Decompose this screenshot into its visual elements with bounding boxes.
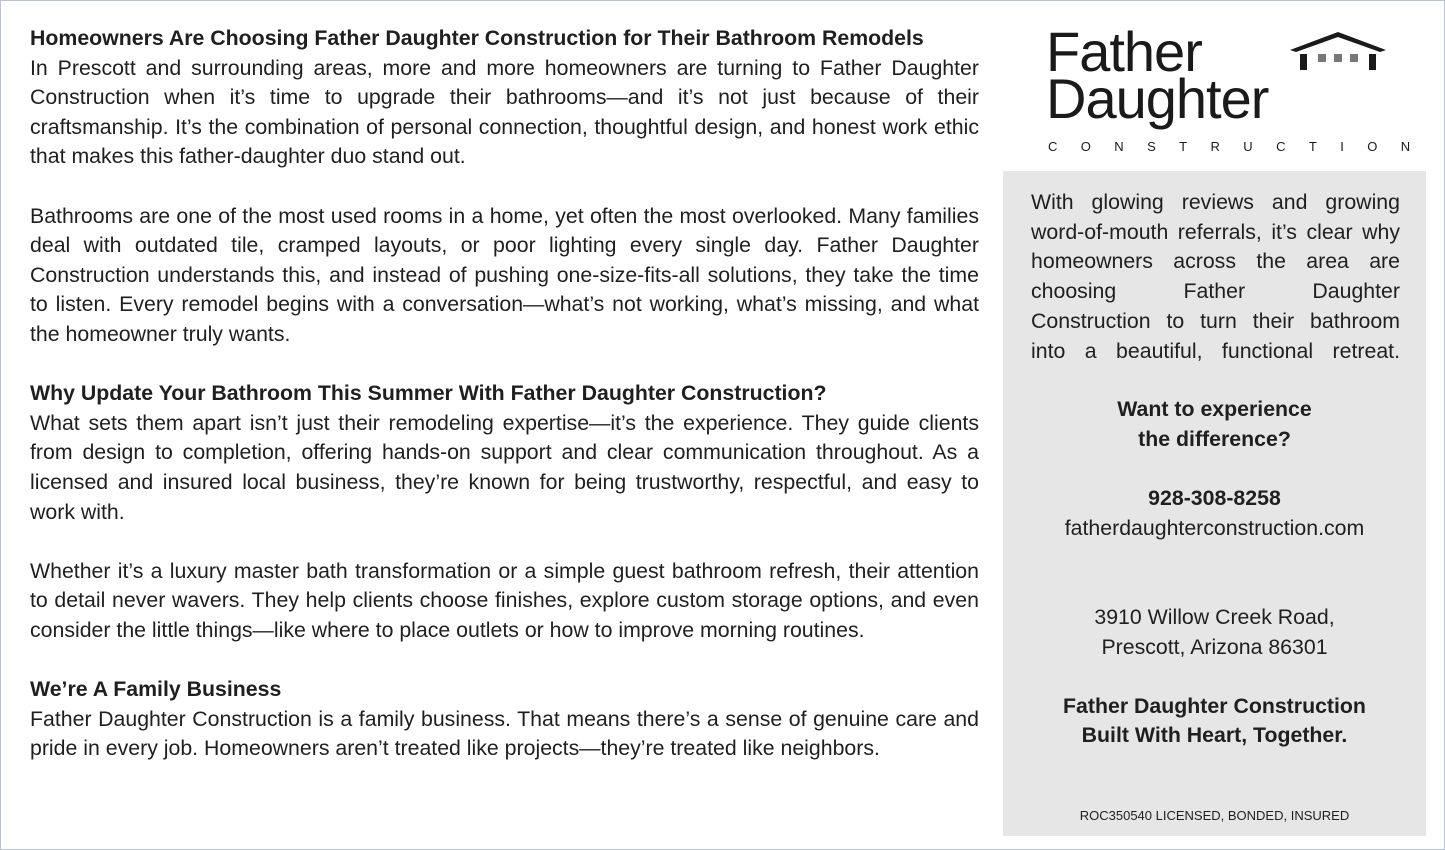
article-heading: Homeowners Are Choosing Father Daughter Construction for Their Bathroom Remodels — [30, 26, 924, 50]
house-icon — [1288, 30, 1388, 74]
website-link[interactable]: fatherdaughterconstruction.com — [1064, 516, 1365, 540]
article-paragraph: In Prescott and surrounding areas, more and more homeowners are turning to Father Daughter Construction when it’s time to upgrade their bathrooms—and it’s not just because of their craftsmanship. It’s the combination of personal connection, thoughtful design, and honest work ethic that makes this father-daughter duo stand out. — [30, 55, 979, 169]
logo-word-construction: CONSTRUCTION — [1048, 139, 1434, 154]
tagline-line: Father Daughter Construction — [1063, 694, 1366, 718]
sidebar-quote: With glowing reviews and growing word-of-mouth referrals, it’s clear why homeowners across the area are choosing Father Daughter Construction to turn their bathroom into a beautiful, functional retreat. — [1031, 190, 1400, 363]
address-line: Prescott, Arizona 86301 — [1101, 635, 1328, 659]
article-paragraph: Whether it’s a luxury master bath transformation or a simple guest bathroom refresh, their attention to detail never wavers. They help clients choose finishes, explore custom storage options, and even consider the little things—like where to place outlets or how to improve morning routines. — [30, 558, 979, 642]
article-paragraph: Bathrooms are one of the most used rooms in a home, yet often the most overlooked. Many families deal with outdated tile, cramped layouts, or poor lighting every single day. Father Daughter Construction understands this, and instead of pushing one-size-fits-all solutions, they take the time to listen. Every remodel begins with a conversation—what’s not working, what’s missing, and what the homeowner truly wants. — [30, 203, 979, 346]
tagline-line: Built With Heart, Together. — [1081, 723, 1348, 747]
article-heading: We’re A Family Business — [30, 677, 282, 702]
cta-line: Want to experience — [1117, 397, 1312, 421]
phone-number[interactable]: 928-308-8258 — [1148, 486, 1281, 510]
logo-word-daughter: Daughter — [1046, 67, 1269, 130]
article-heading: Why Update Your Bathroom This Summer With Father Daughter Construction? — [30, 381, 827, 406]
company-logo — [1036, 20, 1434, 158]
article-paragraph: Father Daughter Construction is a family business. That means there’s a sense of genuine care and pride in every job. Homeowners aren’t treated like projects—they’re treated like neighbors. — [30, 706, 979, 761]
contact-sidebar — [1003, 171, 1426, 836]
address-line: 3910 Willow Creek Road, — [1094, 605, 1335, 629]
license-note: ROC350540 LICENSED, BONDED, INSURED — [1079, 808, 1350, 823]
article — [30, 24, 979, 764]
article-paragraph: What sets them apart isn’t just their remodeling expertise—it’s the experience. They guide clients from design to completion, offering hands-on support and clear communication throughout. As a licensed and insured local business, they’re known for being trustworthy, respectful, and easy to work with. — [30, 410, 979, 524]
cta-line: the difference? — [1138, 427, 1291, 451]
logo-word-father: Father — [1046, 20, 1202, 83]
